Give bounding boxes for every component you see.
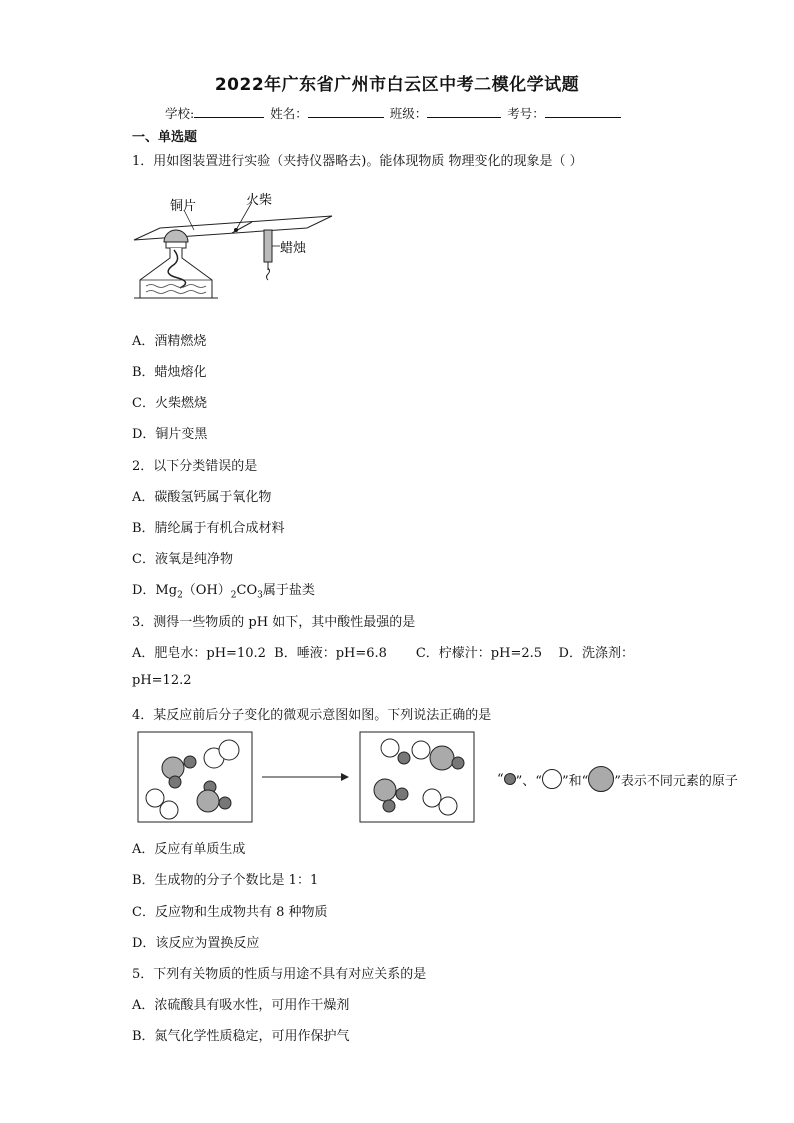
class-blank[interactable] (427, 105, 501, 118)
question-3-stem: 3．测得一些物质的 pH 如下，其中酸性最强的是 (132, 615, 416, 630)
q3-options-continued[interactable]: pH=12.2 (132, 673, 192, 688)
name-label: 姓名： (270, 106, 308, 121)
match-head (234, 228, 238, 232)
formula-part: 属于盐类 (262, 583, 315, 598)
small-gray-atom-icon (504, 773, 516, 785)
formula-part: CO (236, 583, 258, 598)
q3-options[interactable]: A．肥皂水：pH=10.2 B．唾液：pH=6.8 C．柠檬汁：pH=2.5 D．洗涤剂： (132, 646, 634, 661)
large-gray-atom-icon (588, 766, 614, 792)
section-heading: 一、单选题 (132, 130, 198, 145)
formula-sub: 2 (177, 590, 183, 601)
school-blank[interactable] (194, 105, 264, 118)
q4-reaction-diagram (136, 730, 481, 826)
question-5-stem: 5．下列有关物质的性质与用途不具有对应关系的是 (132, 967, 427, 982)
q5-option-b[interactable]: B．氮气化学性质稳定，可用作保护气 (132, 1029, 350, 1044)
label-match: 火柴 (246, 192, 273, 207)
legend-text: ”、“ (515, 773, 542, 789)
label-candle: 蜡烛 (280, 240, 307, 255)
q4-legend (497, 766, 738, 792)
q1-option-b[interactable]: B．蜡烛熔化 (132, 365, 207, 380)
q2-option-b[interactable]: B．腈纶属于有机合成材料 (132, 521, 285, 536)
name-blank[interactable] (308, 105, 384, 118)
q2-option-c[interactable]: C．液氧是纯净物 (132, 552, 233, 567)
q2-option-a[interactable]: A．碳酸氢钙属于氧化物 (132, 490, 272, 505)
q4-option-c[interactable]: C．反应物和生成物共有 8 种物质 (132, 905, 328, 920)
question-4-stem: 4．某反应前后分子变化的微观示意图如图。下列说法正确的是 (132, 708, 492, 723)
white-atom-icon (542, 769, 562, 789)
class-label: 班级： (389, 106, 428, 121)
formula-part: （OH） (182, 583, 231, 598)
number-blank[interactable] (545, 105, 621, 118)
q1-option-d[interactable]: D．铜片变黑 (132, 427, 208, 442)
student-info-row (165, 104, 635, 122)
school-label: 学校: (165, 106, 195, 121)
q1-apparatus-figure (132, 188, 342, 320)
page-title: 2022年广东省广州市白云区中考二模化学试题 (214, 75, 580, 95)
q2-option-d[interactable] (132, 579, 315, 601)
formula-part: D．Mg (132, 583, 178, 598)
q4-option-a[interactable]: A．反应有单质生成 (132, 842, 246, 857)
label-copper: 铜片 (170, 198, 197, 213)
q1-option-c[interactable]: C．火柴燃烧 (132, 396, 207, 411)
copper-sheet (134, 216, 332, 240)
q1-option-a[interactable]: A．酒精燃烧 (132, 334, 207, 349)
legend-text: ”表示不同元素的原子 (614, 773, 738, 789)
q5-option-a[interactable]: A．浓硫酸具有吸水性，可用作干燥剂 (132, 998, 350, 1013)
number-label: 考号： (507, 106, 545, 121)
question-2-stem: 2．以下分类错误的是 (132, 459, 258, 474)
legend-text: ”和“ (561, 773, 589, 789)
formula-sub: 3 (257, 590, 263, 601)
legend-text: “ (497, 771, 504, 787)
candle-body (264, 230, 272, 262)
q4-option-d[interactable]: D．该反应为置换反应 (132, 936, 260, 951)
question-1-stem: 1．用如图装置进行实验（夹持仪器略去)。能体现物质 物理变化的现象是（ ） (132, 154, 583, 169)
q4-option-b[interactable]: B．生成物的分子个数比是 1：1 (132, 873, 319, 888)
formula-sub: 2 (230, 590, 237, 601)
